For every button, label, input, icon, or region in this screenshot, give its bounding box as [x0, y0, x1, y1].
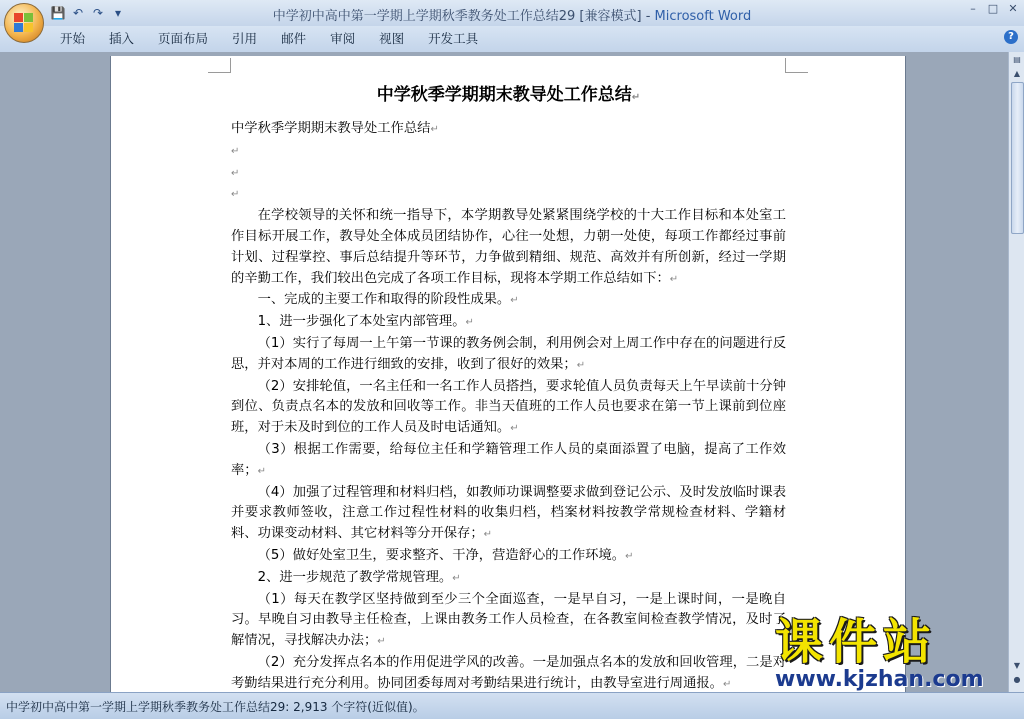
paragraph-mark-icon: ↵ [231, 167, 240, 179]
margin-corner-top-left [208, 58, 231, 73]
paragraph[interactable] [231, 546, 786, 568]
maximize-button[interactable]: □ [987, 2, 999, 15]
paragraph-mark-icon: ↵ [452, 572, 461, 584]
paragraph[interactable] [231, 440, 786, 483]
close-button[interactable]: ✕ [1008, 2, 1018, 15]
document-workspace [0, 52, 1008, 692]
scroll-up-icon[interactable]: ▲ [1013, 69, 1021, 78]
paragraph-text: （2）充分发挥点名本的作用促进学风的改善。一是加强点名本的发放和回收管理，二是对考勤结果进行充分利用。协同团委每周对考勤结果进行统计，由教导室进行周通报。 [231, 654, 786, 691]
kjzhan-watermark [775, 616, 1015, 698]
title-bar [0, 0, 1024, 26]
minimize-button[interactable]: – [970, 2, 976, 15]
window-controls [966, 2, 1020, 16]
paragraph[interactable] [231, 163, 786, 185]
paragraph-mark-icon: ↵ [576, 359, 586, 371]
paragraph-text: （5）做好处室卫生，要求整齐、干净，营造舒心的工作环境。 [257, 547, 626, 563]
paragraph-mark-icon: ↵ [257, 465, 266, 477]
paragraph-text: （1）每天在教学区坚持做到至少三个全面巡查，一是早自习，一是上课时间，一是晚自习。早晚自习由教导主任检查，上课由教务工作人员检查，在各教室间检查教学情况，及时了解情况，寻找解决办法； [231, 591, 786, 649]
tab-references[interactable]: 引用 [232, 31, 258, 46]
help-icon[interactable]: ? [1004, 30, 1018, 44]
paragraph[interactable] [231, 184, 786, 206]
paragraph-mark-icon: ↵ [465, 317, 474, 329]
paragraph[interactable] [231, 653, 786, 692]
paragraph-text: （4）加强了过程管理和材料归档，如教师功课调整要求做到登记公示、及时发放临时课表并要求教师签收，注意工作过程性材料的收集归档，档案材料按教学常规检查材料、学籍材料、功课变动材料、其它材料等分开保存； [231, 484, 786, 542]
paragraph-mark-icon: ↵ [722, 678, 732, 690]
paragraph[interactable] [231, 290, 786, 312]
word-count-status[interactable]: 中学初中高中第一学期上学期秋季教务处工作总结29: 2,913 个字符(近似值)。 [6, 700, 425, 714]
paragraph-mark-icon: ↵ [510, 423, 519, 435]
paragraph[interactable] [231, 141, 786, 163]
paragraph-text: （1）实行了每周一上午第一节课的教务例会制，利用例会对上周工作中存在的问题进行反思，并对本周的工作进行细致的安排，收到了很好的效果； [231, 335, 786, 372]
paragraph-mark-icon: ↵ [510, 295, 519, 307]
paragraph-mark-icon: ↵ [231, 145, 240, 157]
paragraph[interactable] [231, 568, 786, 590]
paragraph[interactable] [231, 483, 786, 546]
vertical-scrollbar[interactable] [1008, 52, 1024, 692]
paragraph-mark-icon: ↵ [430, 124, 439, 135]
document-name: 中学初中高中第一学期上学期秋季教务处工作总结29 [兼容模式] - [272, 9, 655, 24]
ribbon [0, 26, 1024, 53]
tab-developer[interactable]: 开发工具 [428, 31, 479, 46]
paragraph-text: 中学秋季学期期末教导处工作总结 [231, 121, 431, 136]
office-logo-icon [14, 13, 34, 33]
browse-object-icon[interactable]: ● [1013, 675, 1021, 684]
scroll-down-icon[interactable]: ▼ [1013, 661, 1021, 670]
paragraph-mark-icon: ↵ [231, 189, 240, 201]
paragraph-text: 在学校领导的关怀和统一指导下，本学期教导处紧紧围绕学校的十大工作目标和本处室工作目标开展工作，教导处全体成员团结协作，心往一处想，力朝一处使，每项工作都经过事前计划、过程掌控、事后总结提升等环节，力争做到精细、规范、高效并有所创新，经过一学期的辛勤工作，我们较出色完成了各项工作目标，现将本学期工作总结如下： [231, 208, 786, 286]
tab-mailings[interactable]: 邮件 [281, 31, 307, 46]
paragraph-text: 一、完成的主要工作和取得的阶段性成果。 [257, 292, 511, 308]
paragraph-mark-icon: ↵ [377, 636, 386, 648]
paragraph[interactable] [231, 206, 786, 290]
paragraph-text: 1、进一步强化了本处室内部管理。 [257, 314, 466, 330]
paragraph-mark-icon: ↵ [669, 273, 679, 285]
paragraph-text: （3）根据工作需要，给每位主任和学籍管理工作人员的桌面添置了电脑，提高了工作效率； [231, 441, 786, 478]
paragraph-list [231, 119, 786, 692]
document-body[interactable] [231, 80, 786, 692]
tab-insert[interactable]: 插入 [109, 31, 135, 46]
paragraph[interactable] [231, 312, 786, 334]
tab-home[interactable]: 开始 [60, 31, 86, 46]
tab-page-layout[interactable]: 页面布局 [158, 31, 209, 46]
tab-view[interactable]: 视图 [379, 31, 405, 46]
ribbon-tabs [48, 30, 490, 48]
paragraph[interactable] [231, 119, 786, 141]
paragraph[interactable] [231, 377, 786, 440]
customize-icon[interactable]: ▾ [114, 6, 122, 20]
tab-review[interactable]: 审阅 [330, 31, 356, 46]
office-button[interactable] [4, 3, 44, 43]
paragraph-mark-icon: ↵ [625, 550, 634, 562]
scroll-thumb[interactable] [1011, 82, 1024, 234]
document-page[interactable] [110, 56, 906, 692]
redo-icon[interactable]: ↷ [92, 6, 104, 20]
margin-corner-top-right [785, 58, 808, 73]
document-title: 中学秋季学期期末教导处工作总结↵ [376, 85, 641, 105]
paragraph-text: 2、进一步规范了教学常规管理。 [257, 569, 453, 585]
app-name: Microsoft Word [654, 9, 752, 24]
paragraph[interactable] [231, 590, 786, 653]
watermark-big-text: 课件站 [775, 614, 938, 670]
paragraph-text: （2）安排轮值，一名主任和一名工作人员搭挡，要求轮值人员负责每天上午早读前十分钟到位、负责点名本的发放和回收等工作。非当天值班的工作人员也要求在第一节上课前到位座班，对于未及时到位的工作人员及时电话通知。 [231, 378, 786, 436]
window-title [0, 5, 1024, 24]
paragraph-mark-icon: ↵ [483, 529, 493, 541]
undo-icon[interactable]: ↶ [72, 6, 84, 20]
ruler-toggle-icon[interactable]: ▤ [1013, 55, 1021, 64]
save-icon[interactable]: 💾 [50, 6, 66, 20]
paragraph[interactable] [231, 334, 786, 377]
watermark-url: www.kjzhan.com [775, 667, 984, 692]
